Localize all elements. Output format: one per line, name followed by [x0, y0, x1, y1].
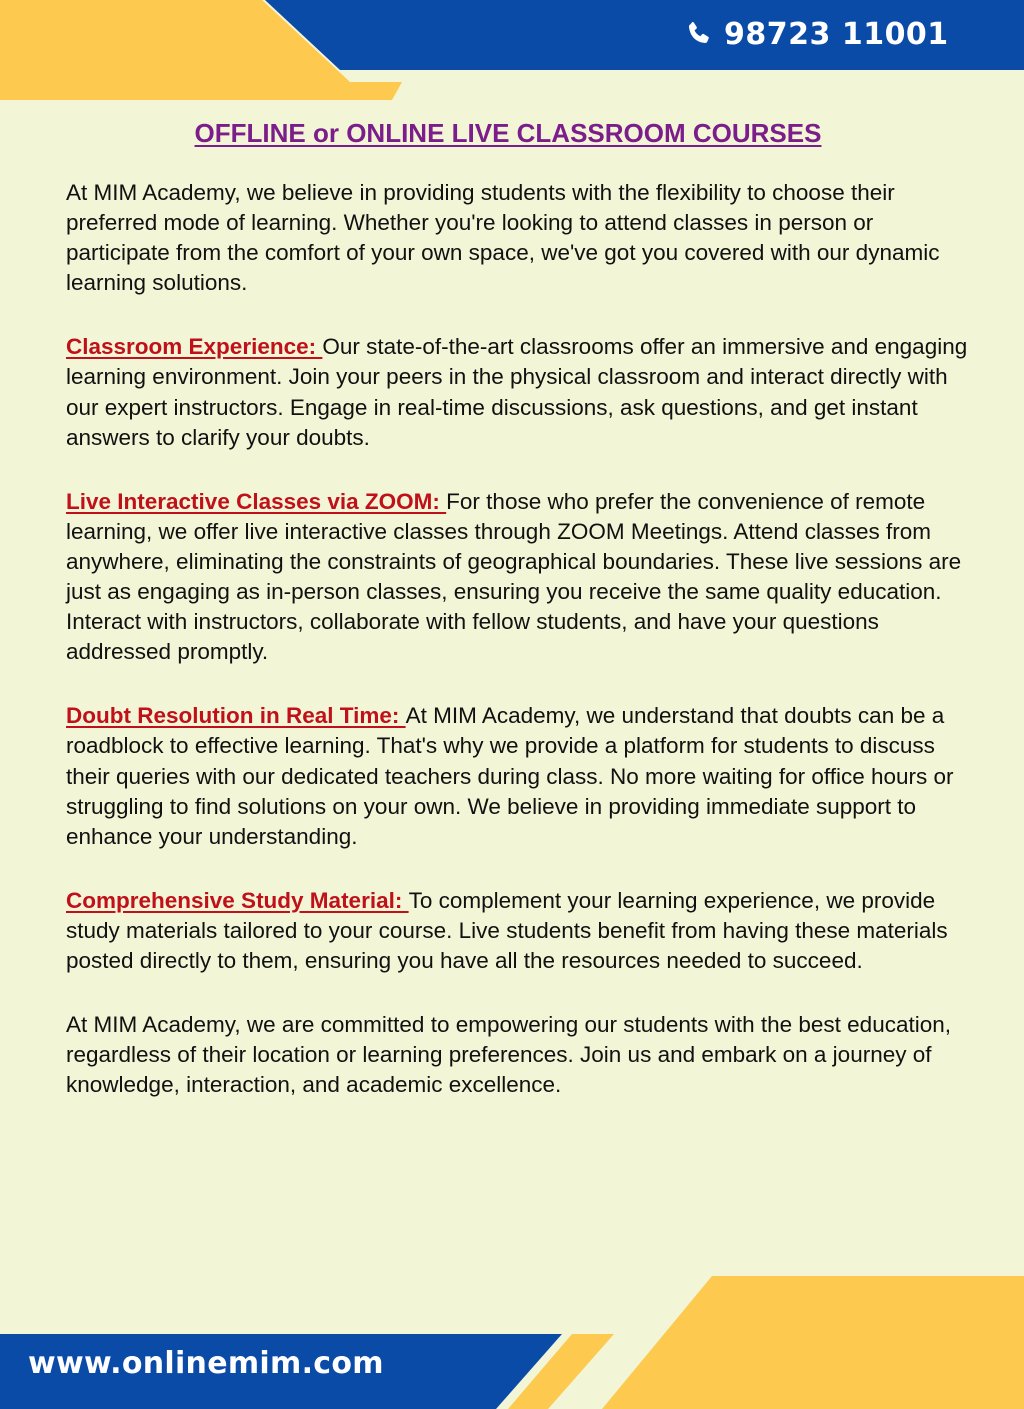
- website-link[interactable]: www.onlinemim.com: [28, 1346, 384, 1381]
- closing-paragraph: At MIM Academy, we are committed to empowering our students with the best education, regardless of their location or learning preferences. Join us and embark on a journey of knowledge, interaction, and academic excellence.: [66, 1012, 952, 1098]
- section-heading: Classroom Experience:: [66, 334, 323, 360]
- intro-paragraph: At MIM Academy, we believe in providing students with the flexibility to choose their preferred mode of learning. Whether you're looking to attend classes in person or participate from the comfort of your own space, we've got you covered with our dynamic learning solutions.: [66, 180, 940, 296]
- section-body: To complement your learning experience, we provide study materials tailored to your course. Live students benefit from having these materials posted directly to them, ensuring you have all the resources needed to succeed.: [66, 887, 948, 973]
- section-body: At MIM Academy, we understand that doubts can be a roadblock to effective learning. That's why we provide a platform for students to discuss their queries with our dedicated teachers during class. No more waiting for office hours or struggling to find solutions on your own. We believe in providing immediate support to enhance your understanding.: [66, 703, 954, 849]
- section-classroom-experience: [66, 332, 978, 452]
- section-heading: Comprehensive Study Material:: [66, 887, 409, 913]
- bottom-yellow-block: [602, 1276, 1024, 1409]
- phone-number: 98723 11001: [724, 16, 949, 52]
- article-body: [66, 178, 978, 1134]
- section-body: Our state-of-the-art classrooms offer an immersive and engaging learning environment. Join your peers in the physical classroom and interact directly with our expert instructors. Engage in real-time discussions, ask questions, and get instant answers to clarify your doubts.: [66, 334, 968, 450]
- section-doubt-resolution: [66, 701, 978, 851]
- section-live-zoom-classes: [66, 487, 978, 668]
- section-heading: Live Interactive Classes via ZOOM:: [66, 488, 447, 514]
- page-title: OFFLINE or ONLINE LIVE CLASSROOM COURSES: [194, 118, 822, 148]
- phone-icon: [684, 19, 714, 49]
- section-heading: Doubt Resolution in Real Time:: [66, 703, 406, 729]
- section-study-material: [66, 886, 978, 976]
- section-body: For those who prefer the convenience of remote learning, we offer live interactive classes through ZOOM Meetings. Attend classes from anywhere, eliminating the constraints of geographical boundaries. These live sessions are just as engaging as in-person classes, ensuring you receive the same quality education. Interact with instructors, collaborate with fellow students, and have your questions addressed promptly.: [66, 488, 962, 665]
- phone-contact[interactable]: [684, 12, 949, 56]
